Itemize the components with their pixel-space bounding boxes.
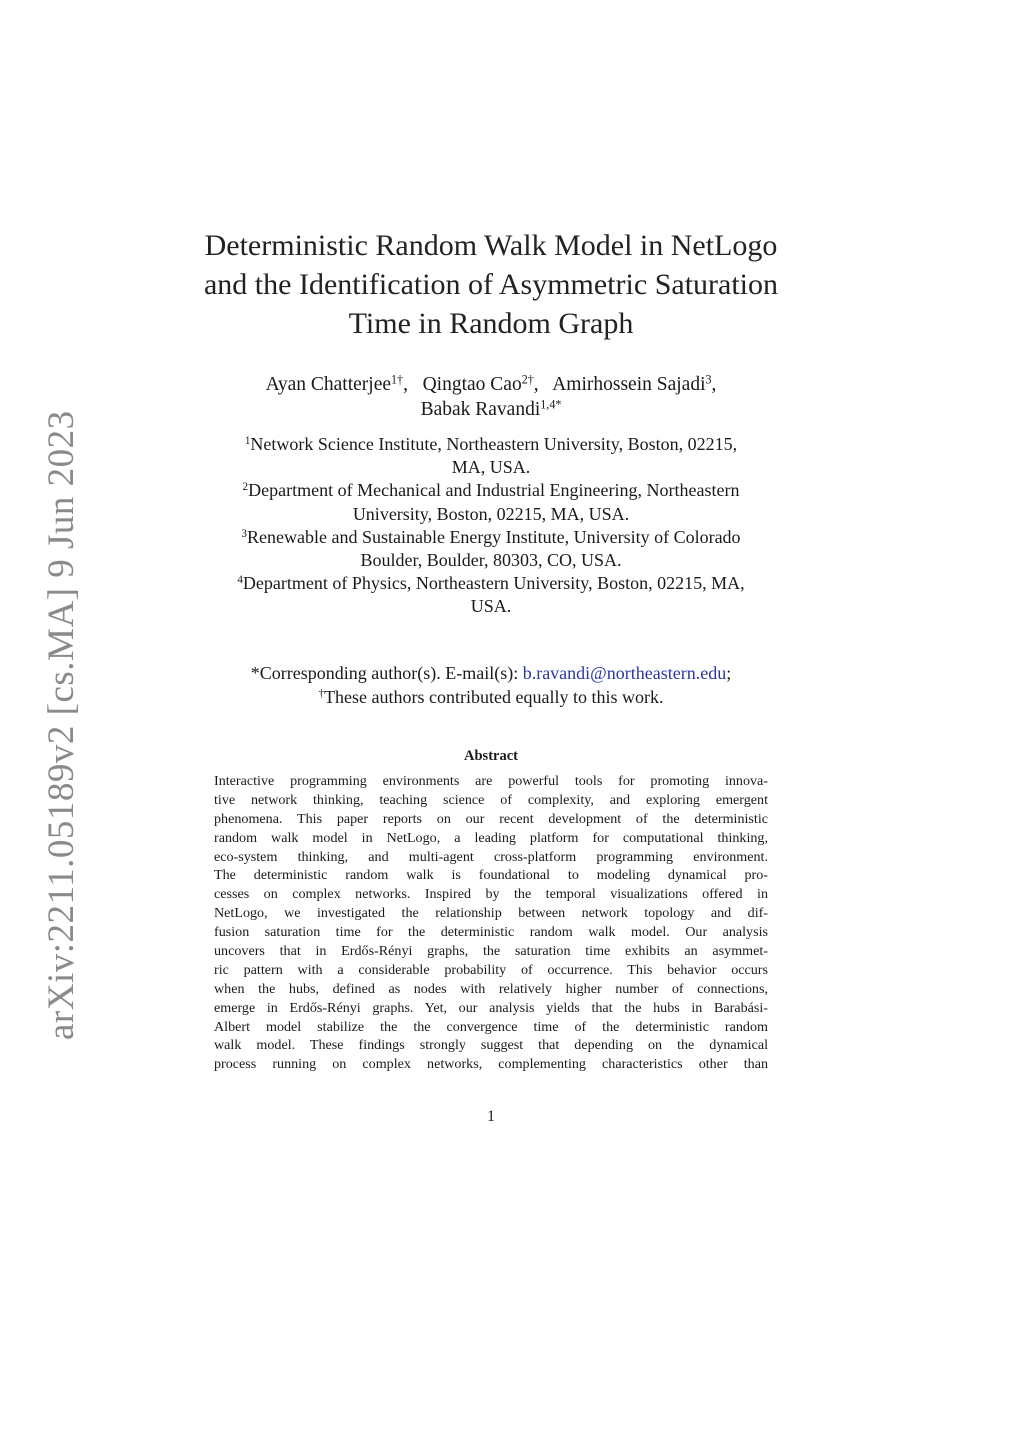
abstract-line: random walk model in NetLogo, a leading platform for computational thinking,: [214, 829, 768, 846]
affiliation: [196, 526, 786, 572]
title-line: Deterministic Random Walk Model in NetLogo: [204, 229, 778, 262]
abstract-heading: Abstract: [464, 748, 518, 764]
affiliation-text: USA.: [470, 596, 512, 617]
author-list: [180, 372, 802, 422]
abstract-line: uncovers that in Erdős-Rényi graphs, the saturation time exhibits an asymmet-: [214, 943, 768, 960]
abstract-line: ric pattern with a considerable probability of occurrence. This behavior occurs: [214, 961, 768, 978]
author-name: Qingtao Cao: [422, 374, 522, 395]
arxiv-side-stamp: arXiv:2211.05189v2 [cs.MA] 9 Jun 2023: [41, 410, 82, 1040]
correspondence-note: [180, 661, 802, 709]
abstract-line: when the hubs, defined as nodes with relatively higher number of connections,: [214, 980, 768, 997]
corresponding-label: *Corresponding author(s). E-mail(s):: [250, 663, 523, 683]
abstract-line: cesses on complex networks. Inspired by the temporal visualizations offered in: [214, 886, 768, 903]
author-affiliation-marker: 1,4*: [540, 397, 562, 412]
abstract-line: Albert model stabilize the the convergence time of the deterministic random: [214, 1018, 768, 1035]
abstract-line: tive network thinking, teaching science of complexity, and exploring emergent: [214, 791, 768, 808]
affiliation-number: 2: [242, 481, 249, 494]
author-separator: ,: [533, 374, 549, 395]
author-affiliation-marker: 2†: [521, 372, 534, 387]
equal-contribution-note: These authors contributed equally to this work.: [324, 687, 664, 707]
title-line: and the Identification of Asymmetric Saturation: [203, 268, 778, 301]
corresponding-email-link[interactable]: b.ravandi@northeastern.edu: [522, 663, 727, 683]
affiliation-number: 4: [237, 574, 243, 587]
affiliation-text: Department of Mechanical and Industrial Engineering, Northeastern: [248, 480, 740, 501]
author-name: Ayan Chatterjee: [265, 374, 392, 395]
author-separator: ,: [711, 374, 717, 395]
abstract-line: walk model. These findings strongly suggest that depending on the dynamical: [214, 1037, 768, 1054]
affiliation-text: Department of Physics, Northeastern University, Boston, 02215, MA,: [242, 573, 745, 594]
abstract-line: The deterministic random walk is foundational to modeling dynamical pro-: [214, 867, 768, 884]
affiliation-text: MA, USA.: [451, 457, 531, 478]
author-name: Babak Ravandi: [420, 399, 541, 420]
affiliation: [196, 572, 786, 618]
author-affiliation-marker: 3: [705, 372, 712, 387]
paper-title: [180, 226, 802, 343]
affiliation-text: Network Science Institute, Northeastern University, Boston, 02215,: [250, 434, 738, 454]
affiliation-text: Boulder, Boulder, 80303, CO, USA.: [360, 550, 622, 571]
affiliation: [196, 433, 786, 479]
punctuation: ;: [726, 663, 732, 683]
page-number: 1: [487, 1108, 495, 1125]
abstract-line: fusion saturation time for the deterministic random walk model. Our analysis: [214, 924, 768, 941]
affiliation-text: University, Boston, 02215, MA, USA.: [352, 503, 630, 524]
author-line: [180, 397, 802, 422]
dagger-marker: †: [318, 687, 325, 700]
author-separator: ,: [403, 374, 418, 395]
abstract-body: [214, 772, 768, 1074]
abstract-line: emerge in Erdős-Rényi graphs. Yet, our analysis yields that the hubs in Barabási-: [214, 999, 768, 1016]
author-name: Amirhossein Sajadi: [552, 374, 706, 395]
title-line: Time in Random Graph: [348, 307, 634, 340]
author-affiliation-marker: 1†: [391, 372, 404, 387]
abstract-line: process running on complex networks, complementing characteristics other than: [214, 1056, 768, 1073]
abstract-line: eco-system thinking, and multi-agent cross-platform programming environment.: [214, 848, 768, 865]
affiliation-list: [196, 433, 786, 619]
author-line: [180, 372, 802, 397]
affiliation: [196, 479, 786, 525]
affiliation-number: 3: [241, 527, 247, 540]
affiliation-number: 1: [244, 434, 251, 447]
abstract-line: NetLogo, we investigated the relationship between network topology and dif-: [214, 905, 768, 922]
abstract-line: phenomena. This paper reports on our recent development of the deterministic: [214, 810, 768, 827]
affiliation-text: Renewable and Sustainable Energy Institute, University of Colorado: [247, 526, 741, 547]
abstract-line: Interactive programming environments are powerful tools for promoting innova-: [214, 773, 768, 789]
